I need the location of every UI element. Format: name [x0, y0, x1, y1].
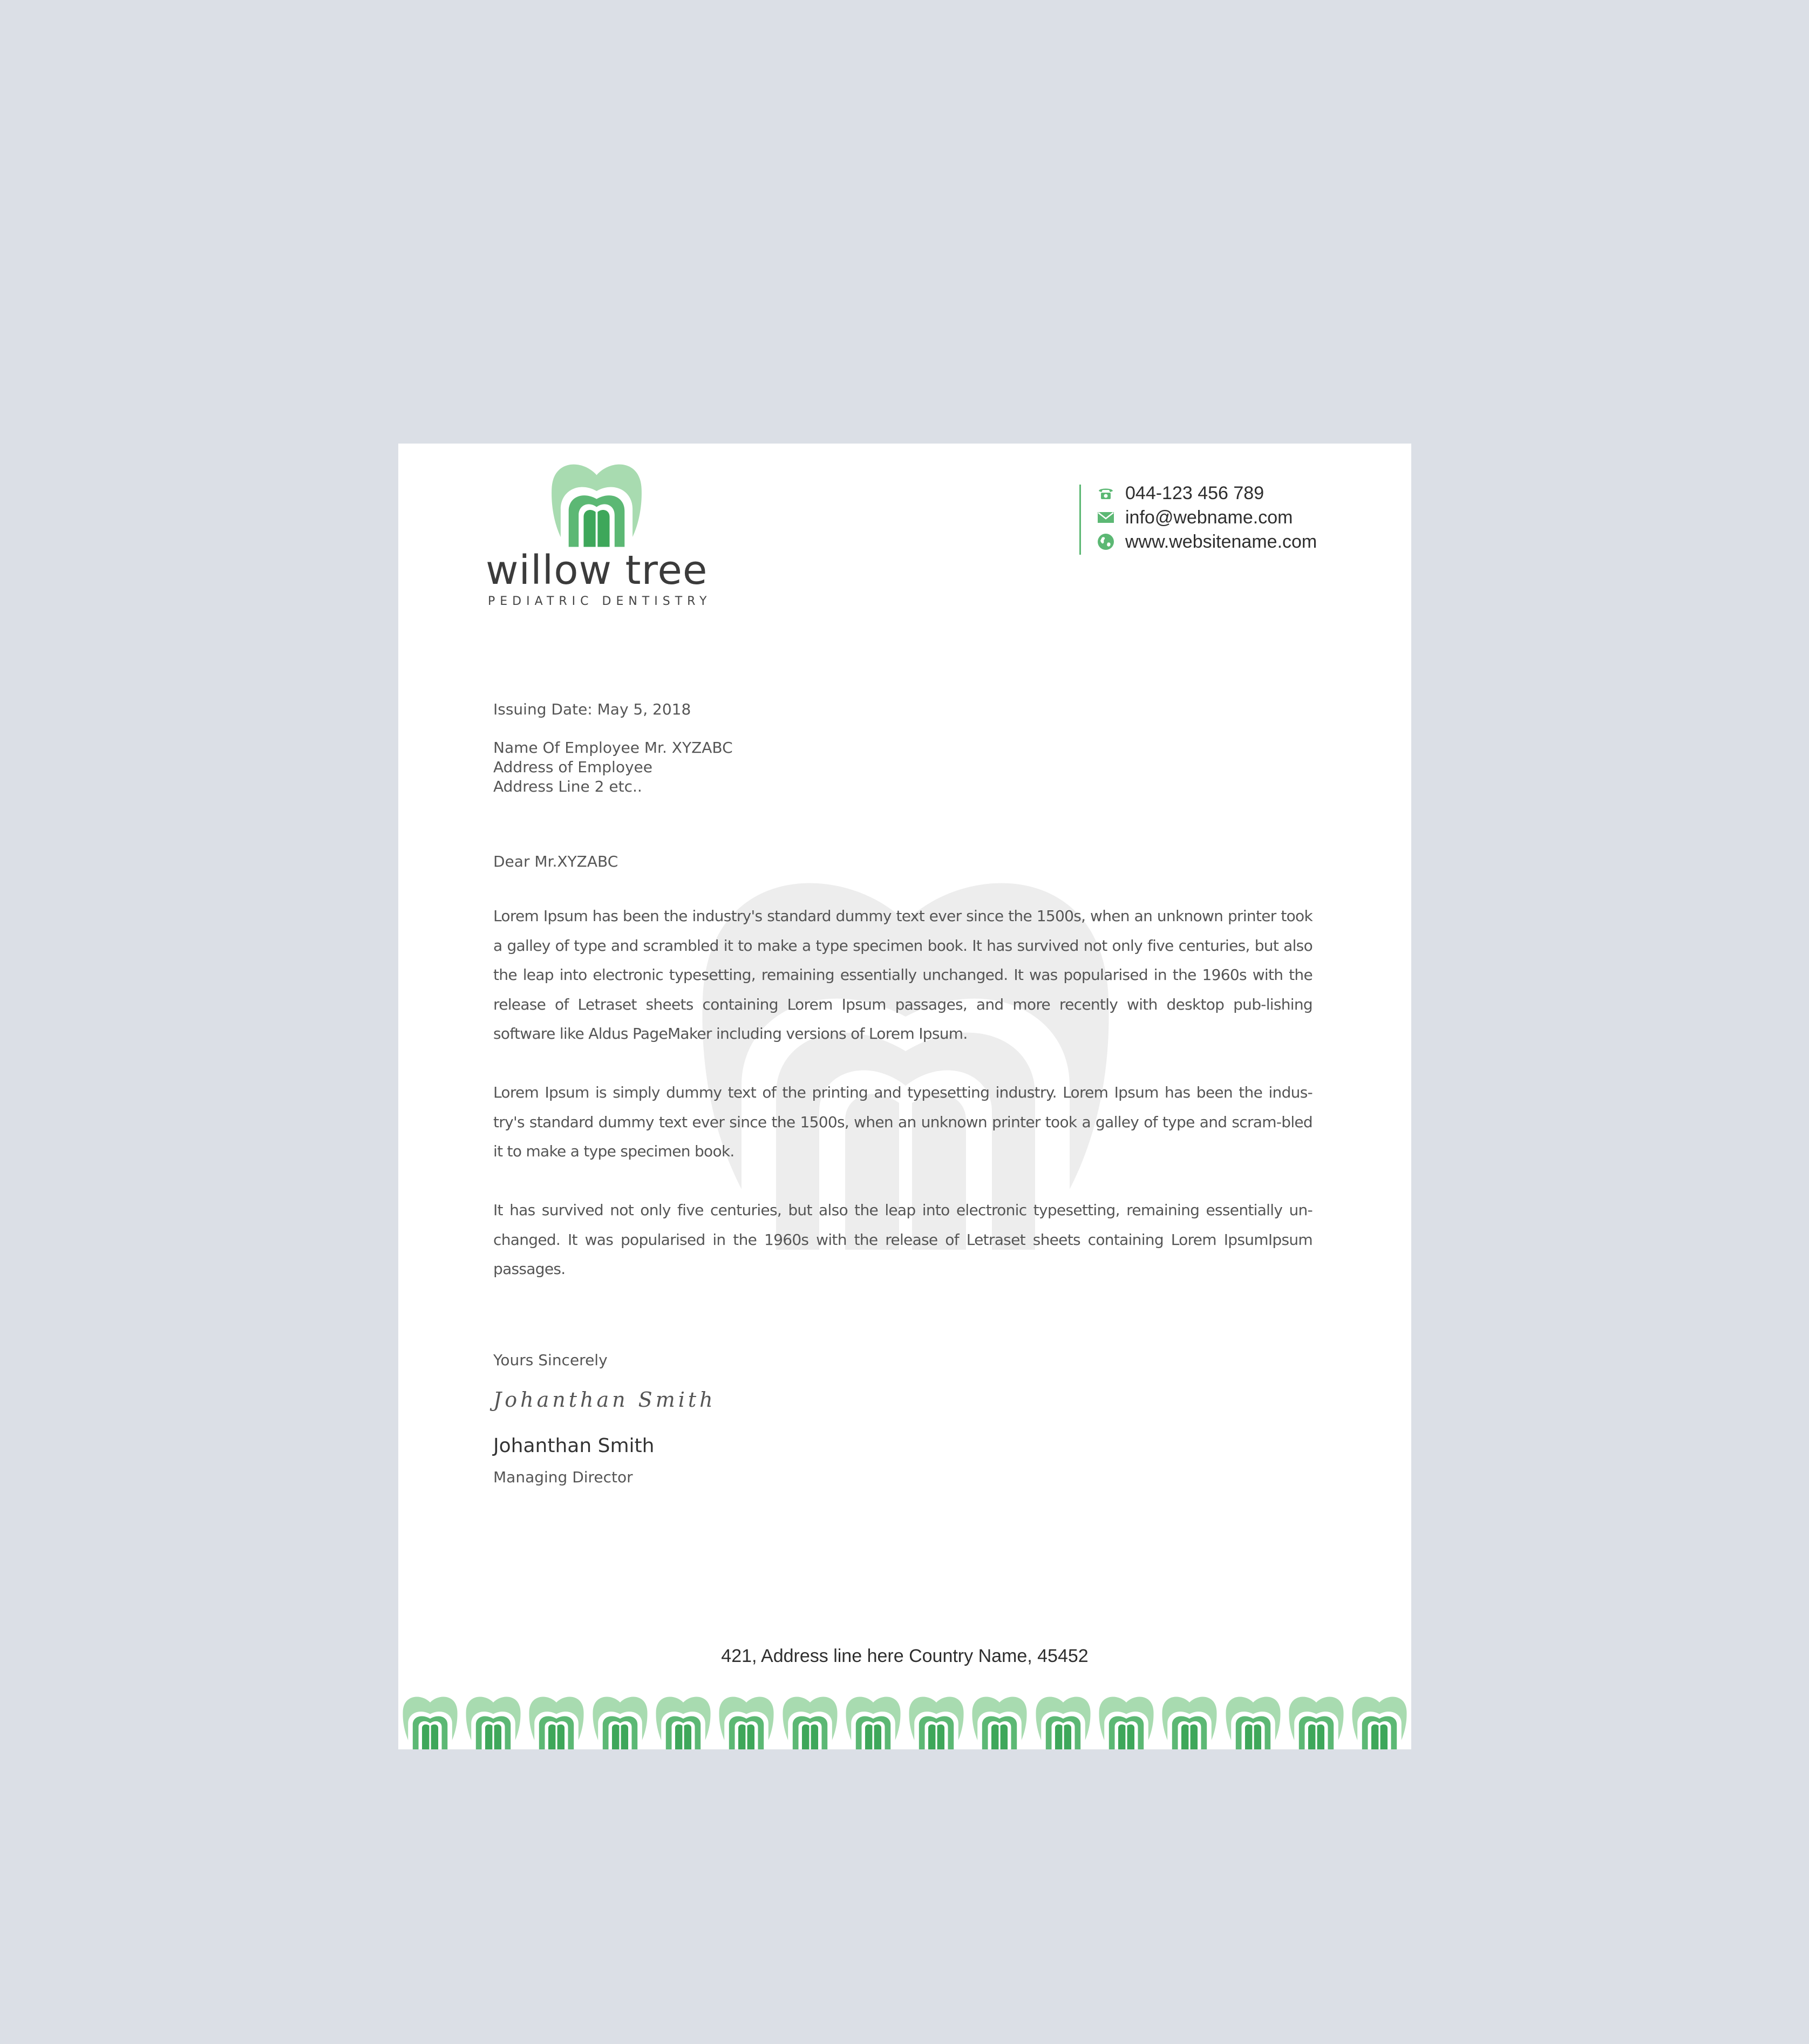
signer-name: Johanthan Smith [493, 1435, 655, 1457]
paragraph-2: Lorem Ipsum is simply dummy text of the printing and typesetting industry. Lorem Ipsum has been the indus-try's standard dummy text ever since the 1500s, when an unknown printer took a galley of type and scram-bled it to make a type specimen book. [493, 1084, 1312, 1160]
phone-icon [1096, 483, 1116, 503]
signer-title: Managing Director [493, 1468, 633, 1486]
contact-website [1096, 531, 1317, 553]
footer-tooth-icon [1287, 1694, 1345, 1749]
mail-icon [1096, 508, 1116, 527]
paragraph-1: Lorem Ipsum has been the industry's standard dummy text ever since the 1500s, when an unknown printer took a galley of type and scrambled it to make a type specimen book. It has survived not only five centuries, but also the leap into electronic typesetting, remaining essentially unchanged. It was popularised in the 1960s with the release of Letraset sheets containing Lorem Ipsum passages, and more recently with desktop pub-lishing software like Aldus PageMaker including versions of Lorem Ipsum. [493, 907, 1312, 1043]
contact-phone [1096, 482, 1264, 504]
handwritten-signature: Johanthan Smith [493, 1388, 716, 1412]
footer-tooth-pattern [398, 1694, 1411, 1749]
website-url: www.websitename.com [1125, 531, 1317, 552]
footer-tooth-icon [970, 1694, 1029, 1749]
recipient-address-1: Address of Employee [493, 758, 652, 776]
footer-tooth-icon [717, 1694, 776, 1749]
footer-tooth-icon [401, 1694, 459, 1749]
brand-name: willow tree [486, 547, 708, 594]
recipient-block [493, 738, 733, 796]
footer-tooth-icon [654, 1694, 712, 1749]
footer-tooth-icon [781, 1694, 839, 1749]
contact-divider [1079, 485, 1081, 555]
footer-tooth-icon [1034, 1694, 1092, 1749]
phone-number: 044-123 456 789 [1125, 482, 1264, 503]
footer-tooth-icon [844, 1694, 902, 1749]
footer-address: 421, Address line here Country Name, 45452 [721, 1646, 1089, 1666]
footer-tooth-icon [1097, 1694, 1155, 1749]
salutation: Dear Mr.XYZABC [493, 853, 618, 870]
footer-tooth-icon [591, 1694, 649, 1749]
paragraph-3: It has survived not only five centuries, but also the leap into electronic typesetting, remaining essentially un-changed. It was popularised in the 1960s with the release of Letraset sheets containing Lorem IpsumIpsum passages. [493, 1201, 1312, 1278]
footer-tooth-icon [1160, 1694, 1219, 1749]
closing: Yours Sincerely [493, 1351, 608, 1369]
footer-tooth-icon [907, 1694, 965, 1749]
email-address: info@webname.com [1125, 507, 1293, 528]
brand-tagline: PEDIATRIC DENTISTRY [488, 595, 712, 608]
recipient-name: Name Of Employee Mr. XYZABC [493, 739, 733, 757]
footer-tooth-icon [464, 1694, 522, 1749]
footer-tooth-icon [1224, 1694, 1282, 1749]
recipient-address-2: Address Line 2 etc.. [493, 778, 642, 795]
tooth-logo-icon [547, 459, 647, 549]
globe-icon [1096, 532, 1116, 551]
issuing-date: Issuing Date: May 5, 2018 [493, 700, 691, 718]
letterhead-sheet [398, 444, 1411, 1749]
contact-email [1096, 507, 1293, 528]
footer-tooth-icon [1350, 1694, 1409, 1749]
footer-tooth-icon [527, 1694, 586, 1749]
